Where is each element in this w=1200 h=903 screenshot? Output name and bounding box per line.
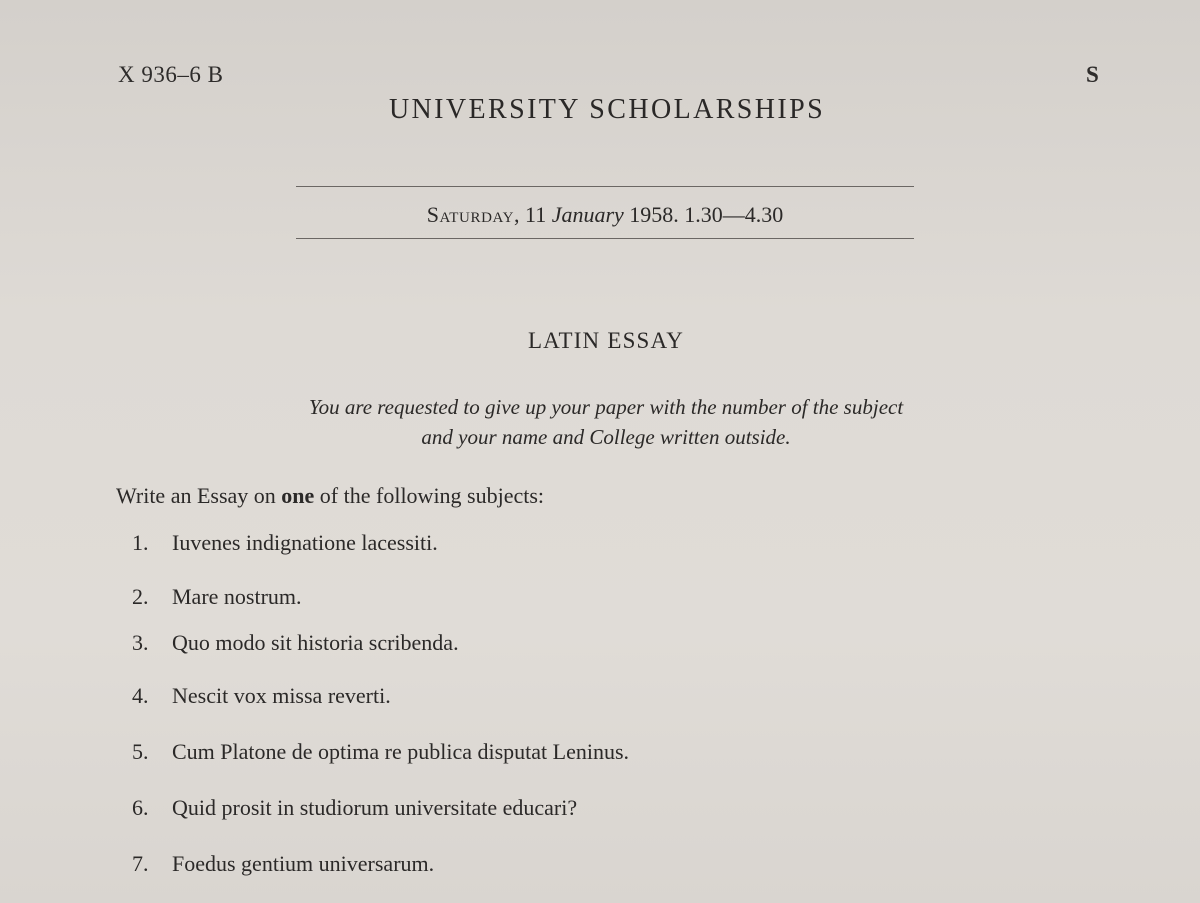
lead-after: of the following subjects: [319,483,545,508]
date-day-number: 11 [525,202,547,227]
subject-text: Quo modo sit historia scribenda. [172,630,459,655]
date-day: Saturday [426,202,515,227]
subject-item [132,530,629,584]
bottom-rule [296,238,914,239]
date-line: Saturday, 11 January 1958. 1.30—4.30 [426,202,784,227]
subject-number: 5. [132,739,149,764]
subject-number: 6. [132,795,149,820]
subject-list [132,530,629,881]
subject-text: Quid prosit in studiorum universitate educari? [172,795,578,820]
subject-number: 3. [132,630,149,655]
subject-item [132,795,629,851]
lead-emphasis: one [281,483,315,508]
page-title: UNIVERSITY SCHOLARSHIPS [388,94,826,125]
subject-item [132,683,629,739]
paper-code: X 936–6 B [118,62,224,87]
instruction-text [218,392,994,452]
subject-item [132,851,629,881]
section-letter: S [1086,62,1099,87]
lead-sentence [116,483,544,509]
subject-text: Cum Platone de optima re publica disputat Leninus. [172,739,630,764]
top-rule [296,186,914,187]
lead-before: Write an Essay on [116,483,276,508]
instruction-line-1: You are requested to give up your paper with the number of the subject [308,395,904,419]
subject-text: Foedus gentium universarum. [172,851,435,876]
instruction-line-2: and your name and College written outside. [421,425,791,449]
subject-item [132,584,629,630]
subject-text: Iuvenes indignatione lacessiti. [172,530,438,555]
subject-number: 2. [132,584,149,609]
subject-number: 7. [132,851,149,876]
subject-item [132,630,629,683]
date-year-time: 1958. 1.30—4.30 [629,202,784,227]
subject-number: 1. [132,530,149,555]
subject-item [132,739,629,795]
subject-text: Nescit vox missa reverti. [172,683,391,708]
essay-heading: LATIN ESSAY [527,328,685,353]
subject-text: Mare nostrum. [172,584,302,609]
subject-number: 4. [132,683,149,708]
date-month: January [551,202,624,227]
